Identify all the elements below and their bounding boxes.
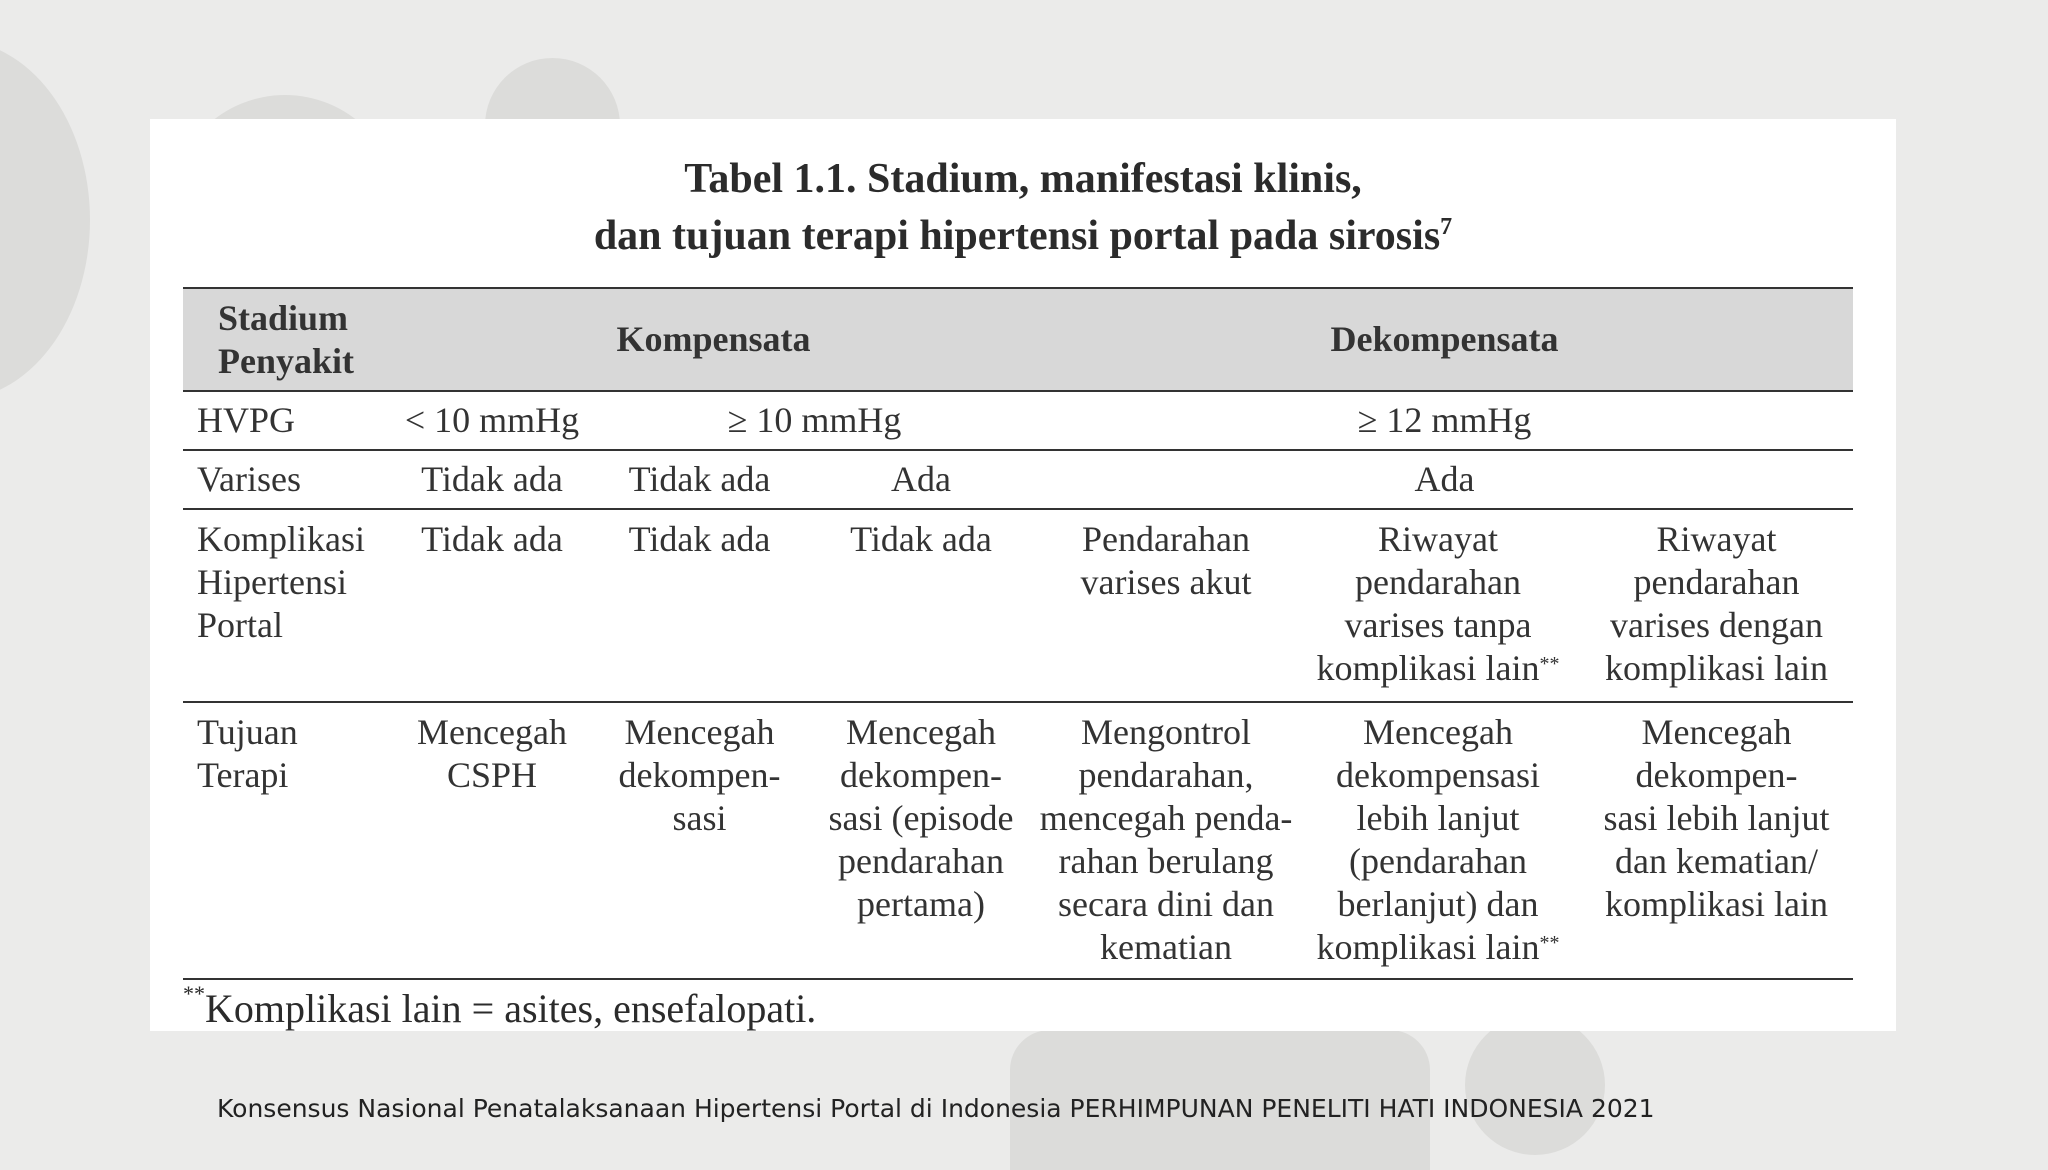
table-cell: Pendarahan varises akut: [1080, 519, 1252, 602]
asterisk-marker: **: [1539, 932, 1560, 954]
row-hvpg: [183, 391, 1853, 450]
source-citation: Konsensus Nasional Penatalaksanaan Hipertensi Portal di Indonesia PERHIMPUNAN PENELITI HATI INDONESIA 2021: [217, 1094, 1655, 1123]
table-cell: Mencegah dekompen- sasi lebih lanjut dan kematian/ komplikasi lain: [1603, 712, 1830, 924]
header-dekompensata: Dekompensata: [1330, 319, 1559, 359]
row-label: HVPG: [197, 400, 296, 440]
table-cell: Tidak ada: [628, 519, 771, 559]
table-cell: Tidak ada: [421, 459, 563, 499]
row-label: Komplikasi Hipertensi Portal: [197, 519, 365, 645]
table-title-line2: dan tujuan terapi hipertensi portal pada sirosis$^7$: [593, 213, 1453, 259]
table-cell: < 10 mmHg: [404, 400, 580, 440]
header-kompensata: Kompensata: [616, 319, 811, 359]
table-cell: Ada: [1414, 459, 1475, 499]
stage-table: [183, 287, 1853, 980]
table-cell: ≥ 12 mmHg: [1357, 400, 1532, 440]
background-decoration: [1465, 1015, 1605, 1155]
table-cell: Mencegah dekompen- sasi (episode pendarahan pertama): [828, 712, 1014, 924]
table-cell: ≥ 10 mmHg: [727, 400, 902, 440]
table-cell: Ada: [891, 459, 951, 499]
table-cell: Mengontrol pendarahan, mencegah penda- rahan berulang secara dini dan kematian: [1039, 712, 1293, 967]
table-image-card: [150, 119, 1896, 1031]
table-title: [150, 155, 1896, 260]
table-cell: Mencegah dekompensasi lebih lanjut (pendarahan berlanjut) dan komplikasi lain**: [1316, 712, 1560, 967]
table-footnote: **Komplikasi lain = asites, ensefalopati.: [183, 981, 817, 1031]
row-komplikasi: [183, 509, 1853, 702]
table-cell: Mencegah CSPH: [417, 712, 567, 795]
row-label: Varises: [197, 459, 301, 499]
table-cell: Riwayat pendarahan varises tanpa komplikasi lain**: [1316, 519, 1560, 688]
reference-number: 7: [1440, 214, 1453, 240]
footnote-marker: **: [183, 981, 205, 1006]
table-cell: Tidak ada: [628, 459, 771, 499]
table-title-line1: Tabel 1.1. Stadium, manifestasi klinis,: [684, 156, 1362, 202]
row-varises: [183, 450, 1853, 509]
asterisk-marker: **: [1539, 653, 1560, 675]
row-label: Tujuan Terapi: [197, 712, 298, 795]
table-cell: Tidak ada: [850, 519, 992, 559]
table-cell: Tidak ada: [421, 519, 563, 559]
table-cell: Mencegah dekompen- sasi: [618, 712, 781, 838]
table-cell: Riwayat pendarahan varises dengan komplikasi lain: [1605, 519, 1828, 688]
table-header-row: [183, 288, 1853, 391]
row-tujuan-terapi: [183, 702, 1853, 979]
header-stage: Stadium Penyakit: [218, 297, 355, 381]
background-decoration: [0, 40, 90, 400]
